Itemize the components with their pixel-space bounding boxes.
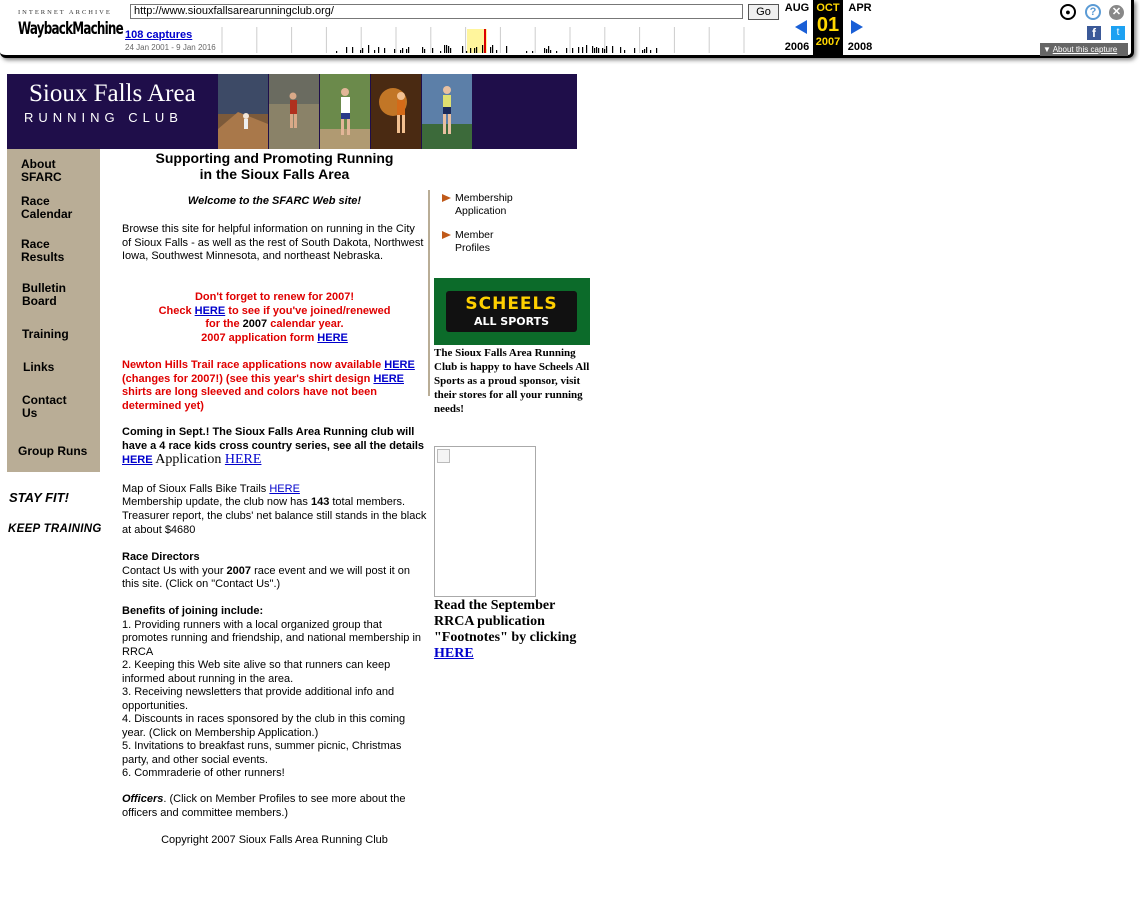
renew-line1: Don't forget to renew for 2007! (194, 291, 355, 303)
officers-text: . (Click on Member Profiles to see more about the officers and committee members.) (122, 793, 406, 819)
runner-photo-3 (320, 74, 370, 149)
sponsor-text: The Sioux Falls Area Running Club is happy to have Scheels All Sports as a proud sponsor, visit their stores for all your running needs! (434, 347, 590, 415)
broken-image-placeholder (434, 446, 536, 597)
capture-bar (476, 47, 477, 53)
capture-bar (402, 48, 403, 53)
capture-bar (572, 48, 573, 53)
rrca-footnotes-link[interactable]: HERE (434, 646, 474, 661)
capture-bar (598, 48, 599, 53)
current-capture-date (813, 0, 843, 56)
about-capture-label: About this capture (1052, 45, 1118, 54)
capture-bar (606, 46, 607, 53)
nav-label: Race (21, 237, 50, 251)
left-sidebar (7, 149, 100, 472)
capture-bar (450, 48, 451, 53)
nav-label: About (21, 157, 56, 171)
race-directors-title: Race Directors (122, 551, 200, 563)
capture-bar (408, 47, 409, 53)
capture-sparkline[interactable] (221, 27, 779, 53)
keep-training-slogan: KEEP TRAINING (8, 523, 102, 535)
nav-label: Race (21, 194, 50, 208)
current-capture-marker (484, 29, 486, 53)
page-heading (122, 150, 427, 182)
wayback-toolbar (0, 0, 1134, 58)
newton-hills-notice (122, 359, 427, 413)
membership-post: total members. (329, 496, 406, 508)
club-name: Sioux Falls Area (29, 80, 196, 107)
nav-links[interactable] (23, 361, 54, 374)
next-month[interactable]: APR (848, 2, 872, 14)
scheels-logo-top: SCHEELS (465, 294, 558, 314)
capture-bar (548, 46, 549, 53)
benefit-item: 1. Providing runners with a local organized group that promotes running and friendship, and national membership in RRCA (122, 618, 422, 658)
capture-bar (378, 47, 379, 53)
arrow-bullet-icon (442, 231, 451, 239)
race-directors-pre: Contact Us with your (122, 564, 227, 577)
nav-race-results[interactable] (21, 238, 64, 264)
member-count: 143 (310, 496, 330, 508)
capture-bar (602, 48, 603, 53)
prev-capture-arrow-icon[interactable] (795, 20, 807, 34)
capture-date-range: 24 Jan 2001 - 9 Jan 2016 (125, 43, 216, 52)
capture-bar (394, 49, 395, 53)
twitter-icon[interactable]: t (1111, 26, 1125, 40)
arrow-bullet-icon (442, 194, 451, 202)
capture-bar (462, 46, 463, 53)
newton-text1: Newton Hills Trail race applications now available (122, 359, 382, 371)
membership-pre: Membership update, the club now has (122, 496, 311, 508)
welcome-text: Welcome to the SFARC Web site! (187, 195, 362, 207)
capture-bar (384, 48, 385, 53)
capture-bar (424, 49, 425, 53)
capture-bar (582, 47, 583, 53)
benefit-item: 3. Receiving newsletters that provide additional info and opportunities. (122, 686, 395, 712)
wayback-logo-main: WaybackMachine (18, 19, 123, 39)
application-form-link[interactable]: HERE (317, 331, 348, 344)
nav-label: Group Runs (18, 444, 88, 458)
capture-bar (604, 49, 605, 53)
bike-trails-line (122, 483, 427, 497)
nav-training[interactable] (22, 328, 69, 341)
capture-bar (620, 47, 621, 53)
kids-series-notice (122, 426, 427, 468)
go-button[interactable]: Go (748, 4, 779, 20)
capture-bar (432, 48, 433, 53)
nav-label: Links (23, 360, 55, 374)
wayback-logo[interactable] (12, 6, 123, 46)
capture-bar (556, 51, 557, 53)
runner-photo-5 (422, 74, 472, 149)
club-subtitle: RUNNING CLUB (24, 110, 183, 125)
rrca-notice (434, 598, 594, 662)
capture-bar (444, 45, 445, 53)
rrca-text: Read the September RRCA publication "Footnotes" by clicking (434, 598, 577, 645)
benefits-title: Benefits of joining include: (122, 605, 264, 617)
renew-cal-year: calendar year. (267, 318, 344, 330)
capture-bar (532, 51, 533, 53)
nav-label: SFARC (21, 170, 62, 184)
nav-bulletin-board[interactable] (22, 282, 66, 308)
capture-bar (352, 47, 353, 53)
nav-race-calendar[interactable] (21, 195, 72, 221)
membership-update (122, 496, 427, 510)
capture-bar (374, 50, 375, 53)
club-logo (7, 74, 217, 149)
captures-link[interactable]: 108 captures (125, 29, 193, 41)
nav-contact-us[interactable] (22, 394, 67, 420)
race-directors-section (122, 551, 427, 592)
nav-label: Training (22, 327, 69, 341)
capture-bar (336, 51, 337, 53)
renew-notice (122, 291, 427, 345)
race-directors-post: race event and we will post it on this site. (Click on "Contact Us".) (122, 564, 411, 590)
about-capture-button[interactable]: ▼ About this capture (1040, 43, 1128, 56)
renew-line4 (122, 332, 427, 346)
renew-year: 2007 (242, 318, 268, 330)
capture-bar (612, 46, 613, 53)
capture-bar (506, 46, 507, 53)
capture-bar (482, 45, 483, 53)
capture-bar (546, 49, 547, 53)
current-year: 2007 (815, 36, 841, 48)
nav-group-runs[interactable] (18, 445, 87, 458)
right-link-label: Member (455, 229, 494, 241)
treasurer-report: Treasurer report, the clubs' net balance still stands in the black at about $4680 (122, 510, 427, 536)
capture-bar (448, 46, 449, 53)
officers-section (122, 793, 427, 820)
officers-title: Officers (122, 793, 164, 805)
renew-line2-rest: to see if you've joined/renewed (225, 304, 391, 317)
capture-bar (526, 51, 527, 53)
kids-text: Coming in Sept.! The Sioux Falls Area Running club will have a 4 race kids cross country series, see all the details (122, 426, 425, 452)
renew-for-the: for the (205, 318, 243, 330)
capture-bar (650, 50, 651, 53)
nav-label: Board (22, 294, 57, 308)
url-input[interactable]: http://www.siouxfallsarearunningclub.org/ (130, 4, 743, 19)
capture-bar (644, 49, 645, 53)
intro-text: Browse this site for helpful information on running in the City of Sioux Falls - as well as the rest of South Dakota, Northwest Iowa, Southwest Minnesota, and northeast Nebraska. (122, 223, 424, 262)
capture-bar (566, 48, 567, 53)
capture-bar (550, 50, 551, 53)
scheels-logo-plate (446, 291, 577, 332)
benefits-section (122, 605, 427, 781)
close-icon[interactable]: ✕ (1109, 5, 1124, 20)
capture-bar (422, 47, 423, 53)
copyright: Copyright 2007 Sioux Falls Area Running Club (161, 834, 388, 846)
capture-bar (496, 50, 497, 53)
capture-bar (646, 47, 647, 53)
prev-year[interactable]: 2006 (784, 41, 810, 53)
capture-bar (544, 48, 545, 53)
capture-bar (642, 50, 643, 53)
membership-application-link[interactable] (455, 192, 513, 218)
member-profiles-link[interactable] (455, 229, 494, 255)
newton-application-link[interactable]: HERE (384, 359, 415, 371)
kids-application-link[interactable]: HERE (224, 452, 262, 467)
nav-label: Calendar (21, 207, 73, 221)
next-year[interactable]: 2008 (847, 41, 873, 53)
capture-bar (470, 48, 471, 53)
right-link-label: Profiles (455, 242, 491, 254)
scheels-logo-bottom: ALL SPORTS (473, 315, 550, 328)
kids-details-link[interactable]: HERE (122, 454, 153, 466)
facebook-icon[interactable]: f (1087, 26, 1101, 40)
capture-bar (656, 48, 657, 53)
broken-image-icon (437, 449, 450, 463)
wayback-logo-top: INTERNET ARCHIVE (18, 9, 112, 16)
current-day: 01 (816, 14, 840, 36)
capture-bar (446, 45, 447, 53)
newton-shirt-link[interactable]: HERE (373, 372, 404, 385)
stay-fit-slogan: STAY FIT! (9, 490, 69, 505)
user-icon[interactable]: ● (1060, 4, 1076, 20)
current-month: OCT (816, 2, 840, 14)
newton-text2: (changes for 2007!) (see this year's shirt design (122, 372, 371, 385)
nav-label: Us (22, 406, 38, 420)
kids-application-text: Application (152, 452, 225, 467)
nav-label: Results (21, 250, 65, 264)
help-icon[interactable]: ? (1085, 4, 1101, 20)
right-link-label: Application (455, 205, 507, 217)
capture-bar (440, 51, 441, 53)
newton-text3: shirts are long sleeved and colors have not been determined yet) (122, 386, 377, 412)
prev-month[interactable]: AUG (784, 2, 810, 14)
site-banner (7, 74, 577, 149)
nav-label: Bulletin (22, 281, 66, 295)
benefit-item: 4. Discounts in races sponsored by the club in this coming year. (Click on Membership Application.) (122, 713, 406, 739)
capture-bar (578, 47, 579, 53)
capture-bar (586, 45, 587, 53)
benefit-item: 5. Invitations to breakfast runs, summer picnic, Christmas party, and other social events. (122, 740, 402, 766)
benefit-item: 6. Commraderie of other runners! (122, 767, 285, 779)
benefit-item: 2. Keeping this Web site alive so that runners can keep informed about running in the area. (122, 659, 391, 685)
capture-bar (490, 47, 491, 53)
capture-bar (596, 47, 597, 53)
nav-label: Contact (22, 393, 67, 407)
column-divider (428, 190, 430, 396)
capture-bar (624, 50, 625, 53)
capture-bar (346, 47, 347, 53)
race-directors-text (122, 565, 427, 592)
capture-bar (594, 48, 595, 53)
application-form-text: 2007 application form (201, 331, 318, 344)
next-capture-arrow-icon[interactable] (851, 20, 863, 34)
capture-bar (362, 48, 363, 53)
scheels-sponsor-logo[interactable] (434, 278, 590, 345)
capture-bar (474, 48, 475, 53)
capture-bar (400, 50, 401, 53)
bike-trails-link[interactable]: HERE (269, 483, 300, 495)
bike-text: Map of Sioux Falls Bike Trails (122, 483, 270, 495)
runner-photo-1 (218, 74, 268, 149)
capture-bar (406, 49, 407, 53)
runner-photo-4 (371, 74, 421, 149)
capture-bar (466, 51, 467, 53)
nav-about-sfarc[interactable] (21, 158, 62, 184)
page-heading-line1: Supporting and Promoting Running (155, 150, 394, 166)
renew-line3 (122, 318, 427, 332)
race-directors-year: 2007 (226, 564, 252, 577)
capture-bar (368, 45, 369, 53)
capture-bar (634, 48, 635, 53)
runner-photo-2 (269, 74, 319, 149)
renew-line2 (122, 305, 427, 319)
renew-check-text: Check (158, 304, 192, 317)
capture-bar (360, 50, 361, 53)
right-link-label: Membership (455, 192, 513, 204)
renew-status-link[interactable]: HERE (194, 304, 226, 317)
capture-bar (592, 46, 593, 53)
capture-bar (492, 45, 493, 53)
page-heading-line2: in the Sioux Falls Area (199, 166, 350, 182)
